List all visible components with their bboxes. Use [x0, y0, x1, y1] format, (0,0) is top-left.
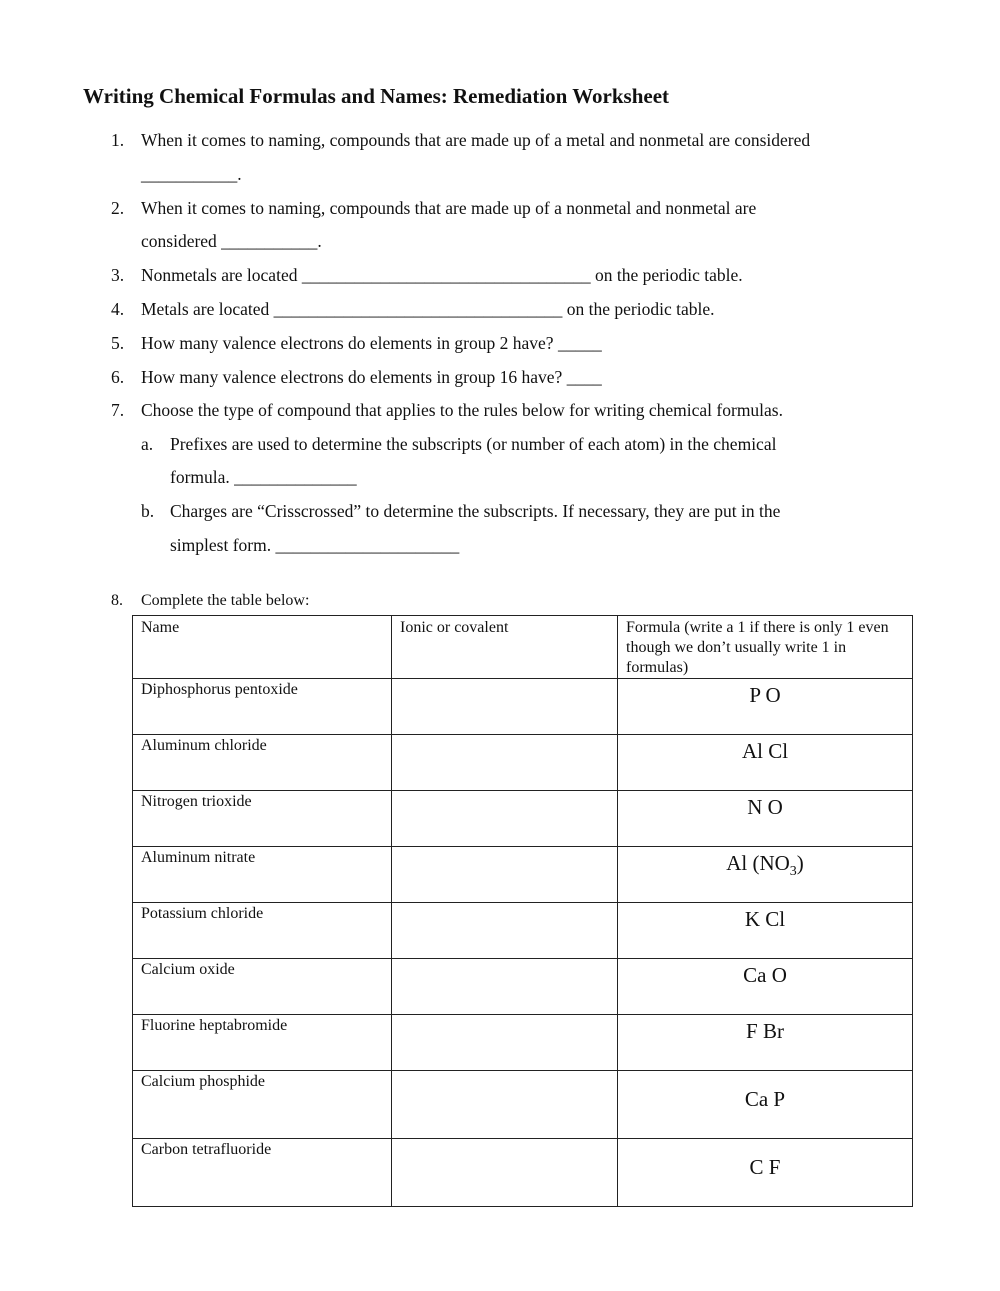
question-text: When it comes to naming, compounds that are made up of a nonmetal and nonmetal are [141, 198, 757, 218]
compound-name: Potassium chloride [133, 903, 392, 959]
question-text: Metals are located _________________________________ on the periodic table. [141, 299, 715, 319]
question-text: How many valence electrons do elements in group 16 have? ____ [141, 367, 602, 387]
question-number: 6. [111, 367, 125, 387]
question-number: 8. [111, 592, 123, 609]
compound-name: Nitrogen trioxide [133, 791, 392, 847]
formula-cell[interactable] [618, 847, 913, 903]
compound-name: Calcium phosphide [133, 1071, 392, 1139]
compound-name: Aluminum nitrate [133, 847, 392, 903]
formula-cell[interactable]: P O [618, 679, 913, 735]
table-row [133, 1139, 913, 1207]
formula-close: ) [796, 851, 804, 875]
table-row [133, 959, 913, 1015]
question-number: 5. [111, 333, 125, 353]
ionic-or-covalent-cell[interactable] [392, 1139, 618, 1207]
worksheet-title: Writing Chemical Formulas and Names: Remediation Worksheet [83, 84, 670, 108]
table-row [133, 679, 913, 735]
question-text: Complete the table below: [141, 592, 310, 609]
table-row [133, 791, 913, 847]
compound-table [132, 615, 913, 1207]
question-number: 7. [111, 400, 125, 420]
table-header-row [133, 616, 913, 679]
formula-cell[interactable]: C F [618, 1139, 913, 1207]
formula-cell[interactable]: K Cl [618, 903, 913, 959]
header-formula: Formula (write a 1 if there is only 1 even though we don’t usually write 1 in formulas) [618, 616, 913, 679]
table-row [133, 1015, 913, 1071]
answer-blank[interactable]: simplest form. _____________________ [170, 535, 460, 555]
answer-blank[interactable]: ___________. [141, 164, 242, 184]
ionic-or-covalent-cell[interactable] [392, 847, 618, 903]
sub-question-label: b. [141, 501, 155, 521]
formula-cell[interactable]: N O [618, 791, 913, 847]
ionic-or-covalent-cell[interactable] [392, 791, 618, 847]
question-text: Choose the type of compound that applies to the rules below for writing chemical formulas. [141, 400, 783, 420]
formula-cell[interactable]: Ca O [618, 959, 913, 1015]
sub-question-text: Prefixes are used to determine the subscripts (or number of each atom) in the chemical [170, 434, 777, 454]
question-number: 4. [111, 299, 125, 319]
ionic-or-covalent-cell[interactable] [392, 1071, 618, 1139]
sub-question-label: a. [141, 434, 154, 454]
answer-blank[interactable]: considered ___________. [141, 231, 322, 251]
table-row [133, 847, 913, 903]
formula-cell[interactable]: Ca P [618, 1071, 913, 1139]
formula-cell[interactable]: F Br [618, 1015, 913, 1071]
formula-cell[interactable]: Al Cl [618, 735, 913, 791]
answer-blank[interactable]: formula. ______________ [170, 467, 357, 487]
compound-name: Calcium oxide [133, 959, 392, 1015]
compound-name: Carbon tetrafluoride [133, 1139, 392, 1207]
question-text: How many valence electrons do elements in group 2 have? _____ [141, 333, 602, 353]
compound-name: Fluorine heptabromide [133, 1015, 392, 1071]
formula-main: Al (NO [726, 851, 790, 875]
table-row [133, 1071, 913, 1139]
ionic-or-covalent-cell[interactable] [392, 735, 618, 791]
header-name: Name [133, 616, 392, 679]
question-number: 3. [111, 265, 125, 285]
compound-name: Aluminum chloride [133, 735, 392, 791]
compound-name: Diphosphorus pentoxide [133, 679, 392, 735]
ionic-or-covalent-cell[interactable] [392, 679, 618, 735]
sub-question-text: Charges are “Crisscrossed” to determine the subscripts. If necessary, they are put in the [170, 501, 781, 521]
table-row [133, 903, 913, 959]
formula-subscript: 3 [789, 864, 797, 880]
question-text: When it comes to naming, compounds that are made up of a metal and nonmetal are considered [141, 130, 811, 150]
table-row [133, 735, 913, 791]
question-text: Nonmetals are located _________________________________ on the periodic table. [141, 265, 743, 285]
header-ionic-or-covalent: Ionic or covalent [392, 616, 618, 679]
ionic-or-covalent-cell[interactable] [392, 903, 618, 959]
question-number: 1. [111, 130, 125, 150]
question-number: 2. [111, 198, 125, 218]
ionic-or-covalent-cell[interactable] [392, 1015, 618, 1071]
ionic-or-covalent-cell[interactable] [392, 959, 618, 1015]
